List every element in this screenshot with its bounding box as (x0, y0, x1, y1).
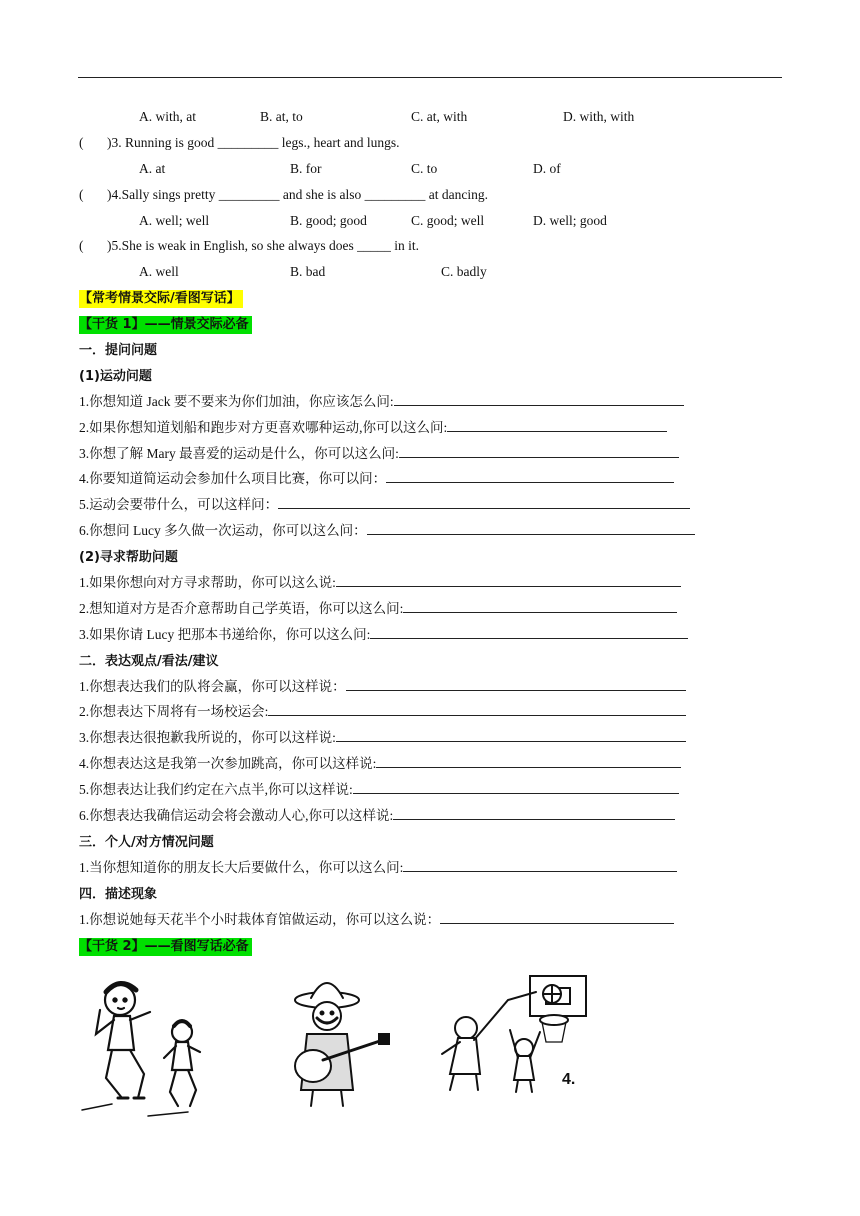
option: A. with, at (139, 109, 196, 124)
prompt-line: 3.你想了解 Mary 最喜爱的运动是什么，你可以这么问: (79, 441, 779, 467)
q4-options (79, 208, 779, 234)
prompt-line: 2.你想表达下周将有一场校运会: (79, 699, 779, 725)
option: C. good; well (411, 212, 485, 228)
guitar-picture (283, 970, 393, 1110)
option: B. at, to (260, 109, 303, 124)
answer-blank[interactable] (394, 392, 684, 406)
q5-options (79, 259, 779, 285)
picture-number: 4. (562, 1071, 576, 1088)
option: A. at (139, 160, 166, 176)
prompt-line: 1.当你想知道你的朋友长大后要做什么，你可以这么问: (79, 855, 779, 881)
basketball-picture (436, 970, 591, 1095)
answer-blank[interactable] (336, 573, 681, 587)
prompt-line: 2.想知道对方是否介意帮助自己学英语，你可以这么问: (79, 596, 779, 622)
question-text: )4.Sally sings pretty _________ and she is also _________ at dancing. (107, 186, 488, 202)
option: B. good; good (290, 212, 367, 228)
prompt-line: 6.你想表达我确信运动会将会激动人心,你可以这样说: (79, 803, 779, 829)
header-rule (78, 77, 782, 78)
prompt-line: 2.如果你想知道划船和跑步对方更喜欢哪种运动,你可以这么问: (79, 415, 779, 441)
prompt-line: 1.你想表达我们的队将会赢，你可以这样说： (79, 674, 779, 700)
prompt-line: 3.你想表达很抱歉我所说的，你可以这样说: (79, 725, 779, 751)
option: B. for (290, 160, 322, 176)
option: C. at, with (411, 109, 468, 124)
prompt-line: 1.你想说她每天花半个小时栽体育馆做运动，你可以这么说： (79, 907, 779, 933)
answer-paren[interactable]: ( (79, 186, 84, 202)
prompt-line: 5.你想表达让我们约定在六点半,你可以这样说: (79, 777, 779, 803)
answer-blank[interactable] (336, 728, 686, 742)
option: D. with, with (563, 109, 635, 124)
option: B. bad (290, 264, 326, 280)
answer-blank[interactable] (403, 599, 677, 613)
question-3 (79, 130, 779, 156)
question-5 (79, 233, 779, 259)
answer-blank[interactable] (353, 780, 679, 794)
answer-paren[interactable]: ( (79, 134, 84, 150)
answer-blank[interactable] (440, 910, 674, 924)
q3-options (79, 156, 779, 182)
part-1-subtitle-sports: (1)运动问题 (79, 368, 152, 384)
worksheet-content (79, 104, 779, 958)
option: C. badly (441, 264, 487, 280)
option: D. of (533, 160, 561, 176)
picture-prompts (78, 970, 598, 1125)
option: A. well (139, 264, 179, 280)
answer-blank[interactable] (386, 469, 674, 483)
q2-options (79, 104, 779, 130)
option: C. to (411, 160, 438, 176)
question-4 (79, 182, 779, 208)
part-1-title: 一．提问问题 (79, 343, 158, 359)
answer-blank[interactable] (403, 858, 677, 872)
question-text: )3. Running is good _________ legs., heart and lungs. (107, 134, 400, 150)
part-1-subtitle-help: (2)寻求帮助问题 (79, 550, 178, 566)
prompt-line: 1.如果你想向对方寻求帮助，你可以这么说: (79, 570, 779, 596)
option: A. well; well (139, 212, 210, 228)
question-text: )5.She is weak in English, so she always does _____ in it. (107, 238, 419, 254)
prompt-line: 6.你想问 Lucy 多久做一次运动，你可以这么问： (79, 518, 779, 544)
part-4-title: 四．描述现象 (79, 886, 158, 902)
prompt-line: 4.你想表达这是我第一次参加跳高，你可以这样说: (79, 751, 779, 777)
answer-blank[interactable] (376, 754, 681, 768)
ganhuo-1-heading: 【干货 1】——情景交际必备 (79, 316, 252, 334)
prompt-line: 3.如果你请 Lucy 把那本书递给你，你可以这么问: (79, 622, 779, 648)
answer-blank[interactable] (268, 702, 686, 716)
answer-blank[interactable] (399, 444, 679, 458)
answer-blank[interactable] (370, 625, 688, 639)
answer-blank[interactable] (447, 418, 667, 432)
prompt-line: 4.你要知道简运动会参加什么项目比赛，你可以问： (79, 466, 779, 492)
option: D. well; good (533, 212, 607, 228)
ganhuo-2-heading: 【干货 2】——看图写话必备 (79, 938, 252, 956)
running-picture (78, 970, 218, 1120)
section-title: 【常考情景交际/看图写话】 (79, 290, 243, 308)
answer-blank[interactable] (346, 677, 686, 691)
answer-paren[interactable]: ( (79, 238, 84, 254)
answer-blank[interactable] (367, 521, 695, 535)
part-2-title: 二．表达观点/看法/建议 (79, 653, 219, 669)
answer-blank[interactable] (278, 495, 690, 509)
part-3-title: 三．个人/对方情况问题 (79, 834, 214, 850)
prompt-line: 1.你想知道 Jack 要不要来为你们加油，你应该怎么问: (79, 389, 779, 415)
prompt-line: 5.运动会要带什么，可以这样问： (79, 492, 779, 518)
answer-blank[interactable] (393, 806, 675, 820)
